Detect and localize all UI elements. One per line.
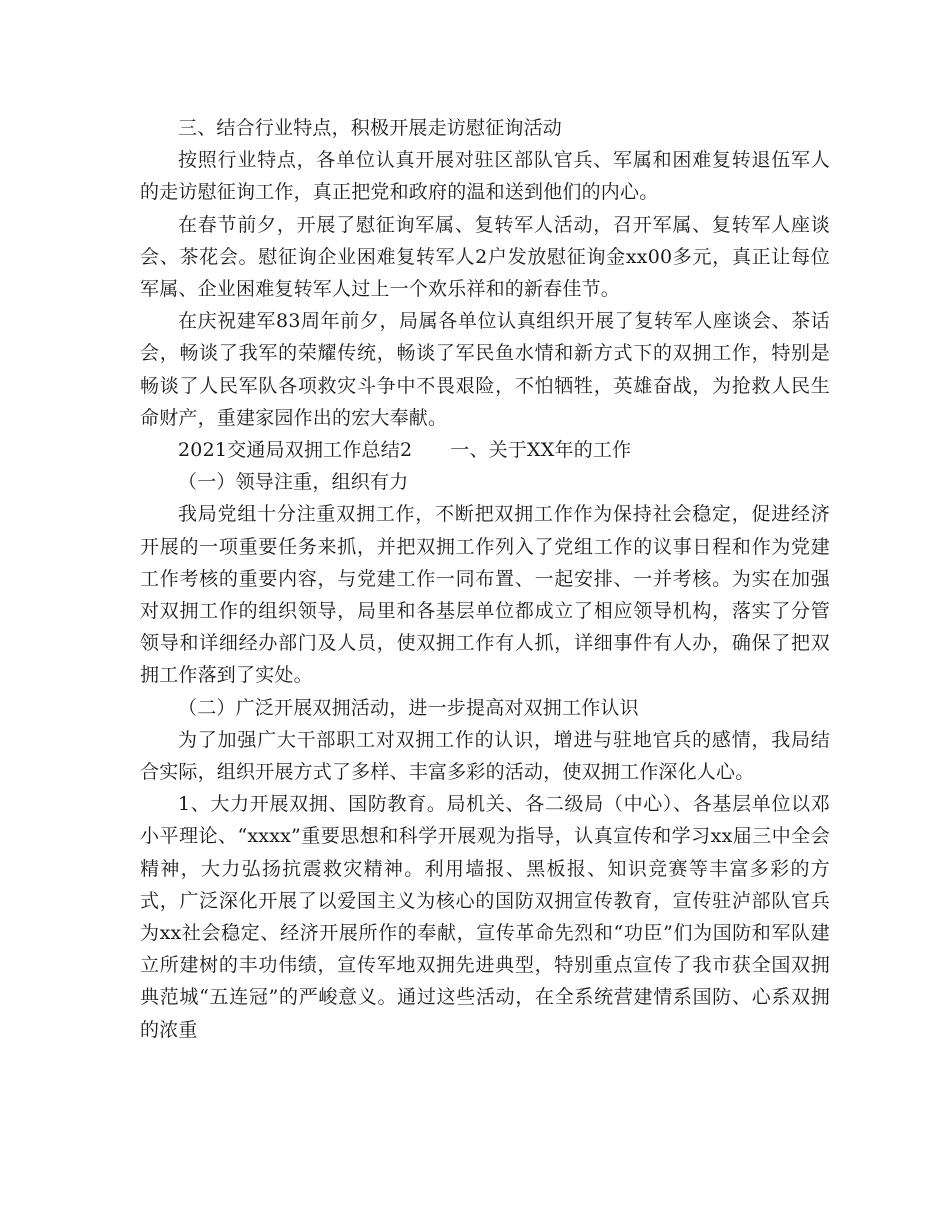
section-heading: 三、结合行业特点，积极开展走访慰征询活动: [178, 117, 563, 139]
section-heading: 一、关于XX年的工作: [450, 439, 632, 462]
document-title: 2021交通局双拥工作总结2: [178, 439, 413, 462]
paragraph: 在庆祝建军83周年前夕，局属各单位认真组织开展了复转军人座谈会、茶话会，畅谈了我军的荣耀传统，畅谈了军民鱼水情和新方式下的双拥工作，特别是畅谈了人民军队各项救灾斗争中不畏艰险，不怕牺牲，英雄奋战，为抢救人民生命财产，重建家园作出的宏大奉献。: [140, 310, 830, 429]
paragraph: 我局党组十分注重双拥工作，不断把双拥工作作为保持社会稳定，促进经济开展的一项重要任务来抓，并把双拥工作列入了党组工作的议事日程和作为党建工作考核的重要内容，与党建工作一同布置、一起安排、一并考核。为实在加强对双拥工作的组织领导，局里和各基层单位都成立了相应领导机构，落实了分管领导和详细经办部门及人员，使双拥工作有人抓，详细事件有人办，确保了把双拥工作落到了实处。: [140, 503, 830, 687]
subsection-heading: （一）领导注重，组织有力: [178, 471, 409, 494]
paragraph: 按照行业特点，各单位认真开展对驻区部队官兵、军属和困难复转退伍军人的走访慰征询工作，真正把党和政府的温和送到他们的内心。: [140, 149, 830, 204]
paragraph: 在春节前夕，开展了慰征询军属、复转军人活动，召开军属、复转军人座谈会、茶花会。慰征询企业困难复转军人2户发放慰征询金xx00多元，真正让每位军属、企业困难复转军人过上一个欢乐祥和的新春佳节。: [140, 213, 830, 301]
paragraph: 为了加强广大干部职工对双拥工作的认识，增进与驻地官兵的感情，我局结合实际，组织开展方式了多样、丰富多彩的活动，使双拥工作深化人心。: [140, 728, 830, 784]
document-title-line: [140, 434, 830, 466]
document-body: [140, 112, 830, 1046]
subsection-heading: （二）广泛开展双拥活动，进一步提高对双拥工作认识: [178, 696, 639, 719]
paragraph: 1、大力开展双拥、国防教育。局机关、各二级局（中心）、各基层单位以邓小平理论、“xxxx”重要思想和科学开展观为指导，认真宣传和学习xx届三中全会精神，大力弘扬抗震救灾精神。利用墙报、黑板报、知识竞赛等丰富多彩的方式，广泛深化开展了以爱国主义为核心的国防双拥宣传教育，宣传驻泸部队官兵为xx社会稳定、经济开展所作的奉献，宣传革命先烈和“功臣”们为国防和军队建立所建树的丰功伟绩，宣传军地双拥先进典型，特别重点宣传了我市获全国双拥典范城“五连冠”的严峻意义。通过这些活动，在全系统营建情系国防、心系双拥的浓重: [140, 793, 830, 1041]
